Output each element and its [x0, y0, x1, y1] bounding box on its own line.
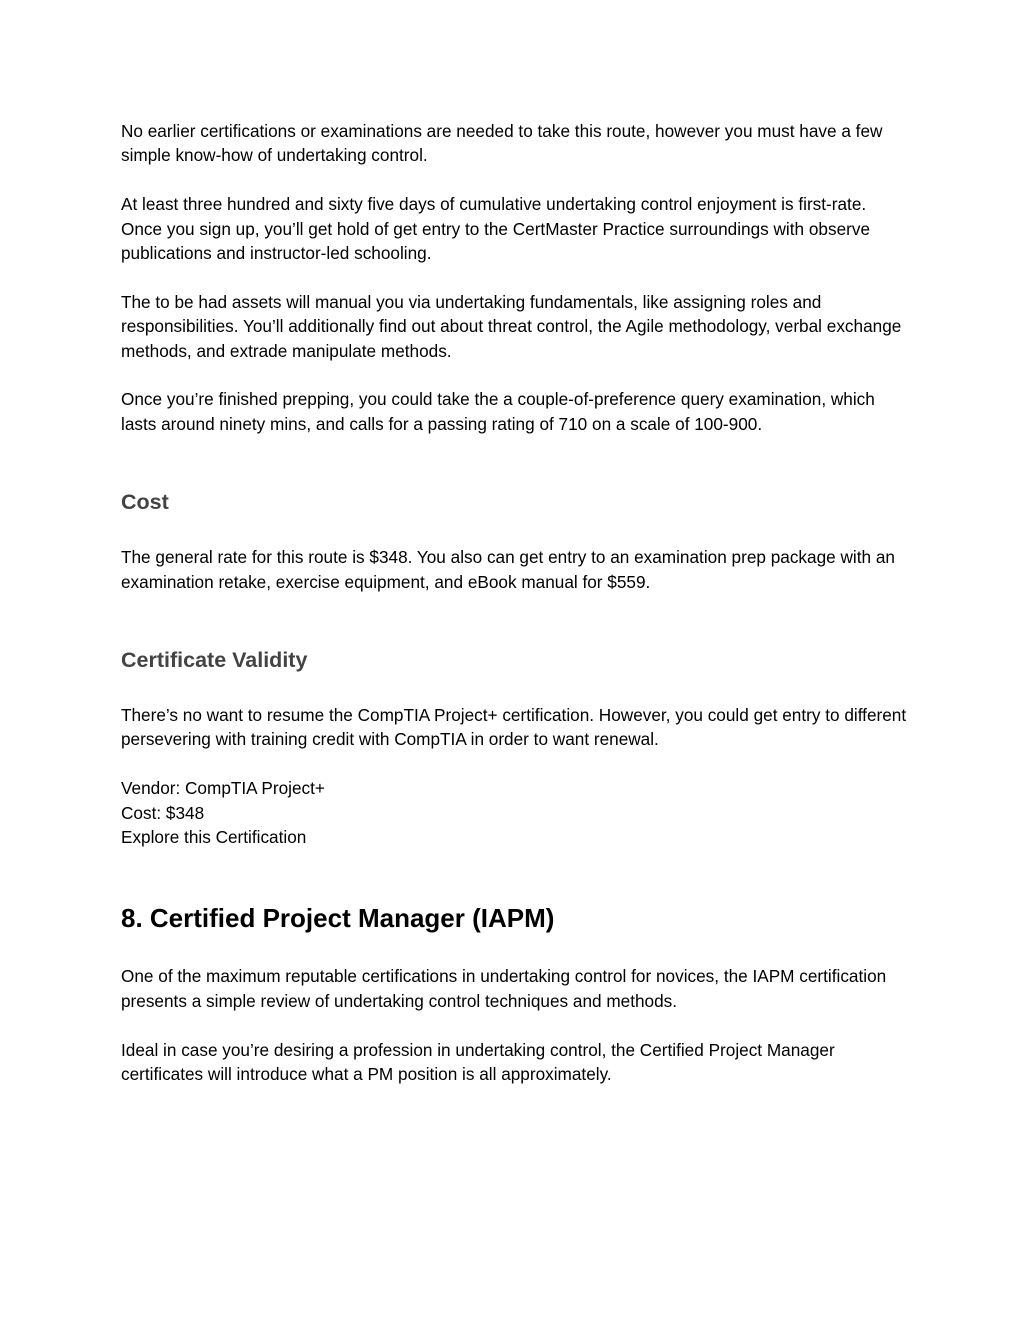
- certification-summary: [121, 776, 911, 849]
- validity-paragraph: There’s no want to resume the CompTIA Project+ certification. However, you could get entry to different persevering with training credit with CompTIA in order to want renewal.: [121, 705, 907, 750]
- cost-heading: Cost: [121, 490, 169, 515]
- intro-paragraph-4: Once you’re finished prepping, you could take the a couple-of-preference query examination, which lasts around ninety mins, and calls for a passing rating of 710 on a scale of 100-900.: [121, 389, 875, 434]
- explore-certification-link[interactable]: Explore this Certification: [121, 827, 307, 848]
- iapm-paragraph-2: Ideal in case you’re desiring a profession in undertaking control, the Certified Project Manager certificates will introduce what a PM position is all approximately.: [121, 1039, 835, 1085]
- iapm-heading: 8. Certified Project Manager (IAPM): [121, 903, 555, 934]
- cost-line: Cost: $348: [121, 802, 205, 823]
- cost-paragraph: The general rate for this route is $348. You also can get entry to an examination prep package with an examination retake, exercise equipment, and eBook manual for $559.: [121, 547, 895, 592]
- certificate-validity-heading: Certificate Validity: [121, 648, 308, 673]
- vendor-line: Vendor: CompTIA Project+: [121, 778, 325, 799]
- intro-paragraph-1: No earlier certifications or examinations are needed to take this route, however you must have a few simple know-how of undertaking control.: [121, 121, 883, 166]
- document-page: [121, 119, 911, 1086]
- iapm-paragraph-1: One of the maximum reputable certifications in undertaking control for novices, the IAPM certification presents a simple review of undertaking control techniques and methods.: [121, 966, 887, 1011]
- intro-paragraph-3: The to be had assets will manual you via undertaking fundamentals, like assigning roles and responsibilities. You’ll additionally find out about threat control, the Agile methodology, verbal exchange methods, and extrade manipulate methods.: [121, 291, 902, 361]
- intro-paragraph-2: At least three hundred and sixty five days of cumulative undertaking control enjoyment is first-rate. Once you sign up, you’ll get hold of get entry to the CertMaster Practice surroundings with observe publications and instructor-led schooling.: [121, 194, 870, 264]
